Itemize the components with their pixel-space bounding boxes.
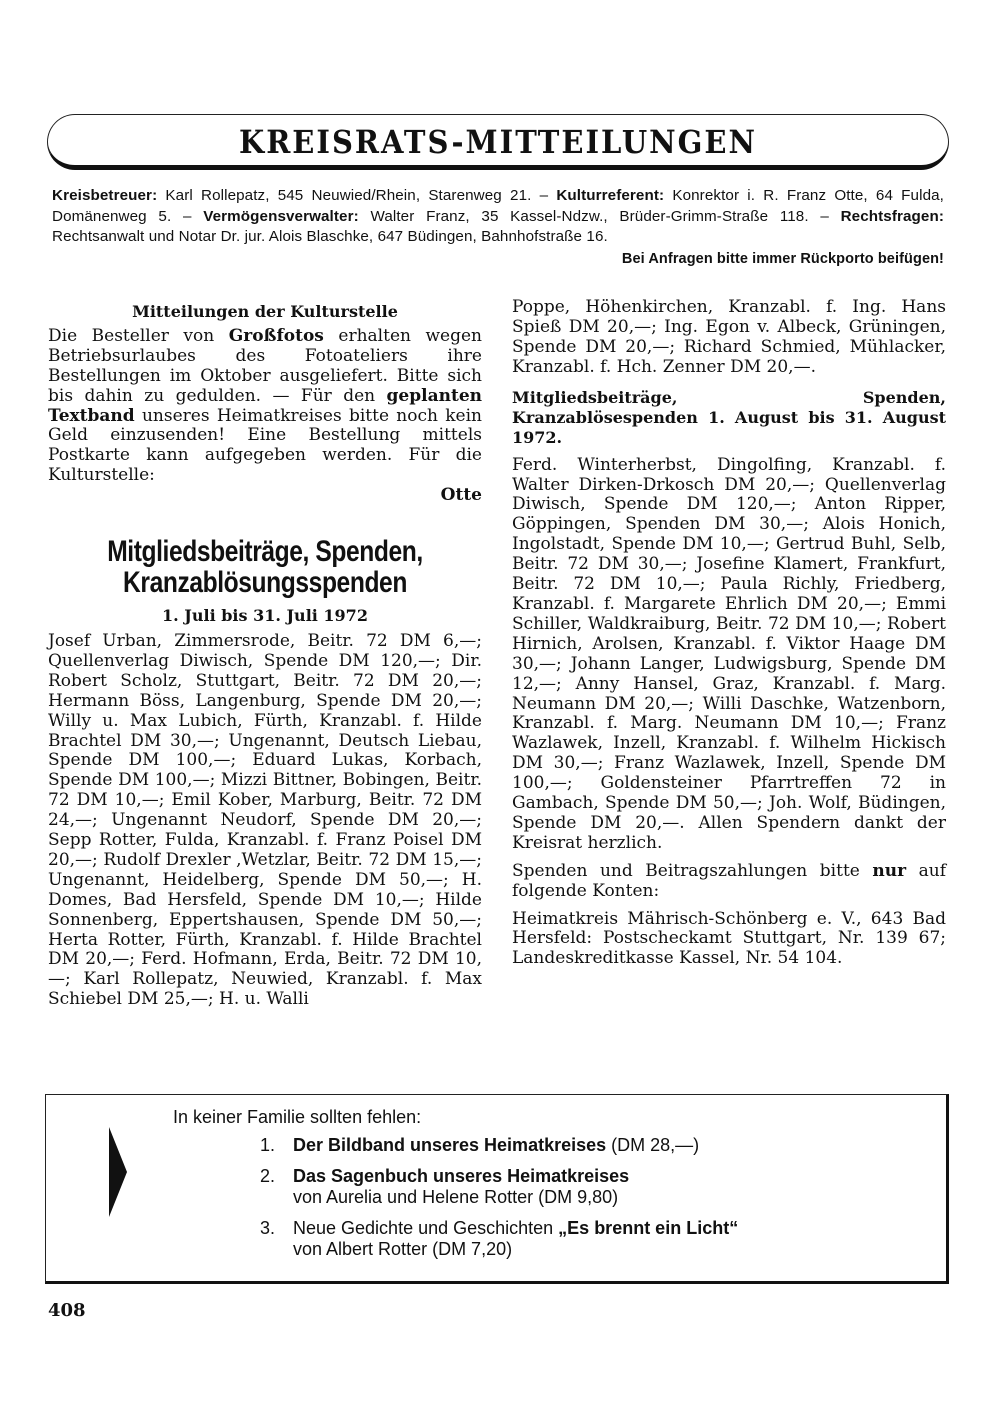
book-item	[260, 1166, 738, 1208]
item-number: 1.	[260, 1135, 276, 1155]
donations-july-list: Josef Urban, Zimmersrode, Beitr. 72 DM 6,—; Quellenverlag Diwisch, Spende DM 120,—; Dir. Robert Scholz, Stuttgart, Beitr. 72 DM 20,—; Hermann Böss, Langenburg, Spende DM 20,—; Willy u. Max Lubich, Fürth, Kranzabl. f. Hilde Brachtel DM 30,—; Ungenannt, Deutsch Liebau, Spende DM 100,—; Eduard Lukas, Korbach, Spende DM 100,—; Mizzi Bittner, Bobingen, Beitr. 72 DM 10,—; Emil Kober, Marburg, Beitr. 72 DM 24,—; Ungenannt Neudorf, Spende DM 20,—; Sepp Rotter, Fulda, Kranzabl. f. Franz Poisel DM 20,—; Rudolf Drexler ,Wetzlar, Beitr. 72 DM 15,—; Ungenannt, Heidelberg, Spende DM 50,—; H. Domes, Bad Hersfeld, Spende DM 10,—; Hilde Sonnenberg, Eppertshausen, Spende DM 50,—; Herta Rotter, Fürth, Kranzabl. f. Hilde Brachtel DM 20,—; Ferd. Hofmann, Erda, Beitr. 72 DM 10,—; Karl Rollepatz, Neuwied, Kranzabl. f. Max Schiebel DM 25,—; H. u. Walli	[48, 630, 482, 1010]
donations-august-list: Ferd. Winterherbst, Dingolfing, Kranzabl. f. Walter Dirken-Drkosch DM 20,—; Quellenverlag Diwisch, Spende DM 120,—; Anton Ripper, Göppingen, Spenden DM 30,—; Alois Honich, Ingolstadt, Spende DM 10,—; Gertrud Buhl, Selb, Beitr. 72 DM 30,—; Josefine Klamert, Frankfurt, Beitr. 72 DM 10,—; Paula Richly, Friedberg, Kranzabl. f. Margarete Ehrlich DM 20,—; Emmi Schiller, Waldkraiburg, Beitr. 72 DM 10,—; Robert Hirnich, Arolsen, Kranzabl. f. Viktor Haage DM 30,—; Johann Langer, Ludwigsburg, Spende DM 12,—; Anny Hansel, Graz, Kranzabl. f. Marg. Neumann DM 20,—; Willi Daschke, Watzenborn, Kranzabl. f. Marg. Neumann DM 10,—; Franz Wazlawek, Inzell, Kranzabl. f. Wilhelm Hickisch DM 30,—; Franz Wazlawek, Inzell, Spende DM 100,—; Goldensteiner Pfarrtreffen 72 in Gambach, Spende DM 50,—; Joh. Wolf, Büdingen, Spende DM 20,—. Allen Spendern dankt der Kreisrat herzlich.	[512, 454, 946, 853]
item-number: 3.	[260, 1218, 276, 1238]
item-number: 2.	[260, 1166, 276, 1186]
arrow-right-icon	[109, 1127, 127, 1217]
page-number: 408	[48, 1300, 86, 1321]
kulturreferent-text: Konrektor i. R. Franz Otte, 64 Fulda, Domänenweg 5. –	[52, 187, 944, 225]
contact-paragraph	[52, 186, 944, 248]
book-title: Der Bildband unseres Heimatkreises	[293, 1135, 607, 1155]
section-banner	[47, 114, 949, 170]
book-title: Das Sagenbuch unseres Heimatkreises	[293, 1166, 630, 1186]
right-column	[512, 298, 946, 969]
book-item	[260, 1135, 738, 1156]
text-span: Spenden und Beitragszahlungen bitte	[512, 860, 873, 881]
accounts-intro	[512, 862, 946, 902]
bold-span: geplanten Textband	[48, 385, 482, 426]
donations-heading	[87, 536, 443, 598]
kulturstelle-text	[48, 327, 482, 486]
rechtsfragen-label: Rechtsfragen:	[840, 207, 945, 225]
book-author-price: von Albert Rotter (DM 7,20)	[293, 1239, 513, 1259]
donations-july-continuation: Poppe, Höhenkirchen, Kranzabl. f. Ing. Hans Spieß DM 20,—; Ing. Egon v. Albeck, Grüningen, Spende DM 20,—; Richard Schmied, Mühlacker, Kranzabl. f. Hch. Zenner DM 20,—.	[512, 297, 946, 377]
kreisbetreuer-text: Karl Rollepatz, 545 Neuwied/Rhein, Starenweg 21. –	[157, 187, 557, 204]
postage-note: Bei Anfragen bitte immer Rückporto beifügen!	[621, 250, 944, 267]
kulturreferent-label: Kulturreferent:	[556, 187, 665, 204]
vermoegensverwalter-text: Walter Franz, 35 Kassel-Ndzw., Brüder-Grimm-Straße 118. –	[358, 207, 841, 225]
text-span: unseres Heimatkreises bitte noch kein Geld einzusenden! Eine Bestellung mittels Postkarte kann aufgegeben werden. Für die Kulturstelle:	[48, 405, 482, 486]
bank-accounts: Heimatkreis Mährisch-Schönberg e. V., 643 Bad Hersfeld: Postscheckamt Stuttgart, Nr. 139 67; Landeskreditkasse Kassel, Nr. 54 104.	[512, 908, 946, 969]
left-column	[48, 302, 482, 1010]
rechtsfragen-text: Rechtsanwalt und Notar Dr. jur. Alois Blaschke, 647 Büdingen, Bahnhofstraße 16.	[52, 228, 608, 245]
text-span: Die Besteller von	[48, 325, 229, 346]
section-title: KREISRATS-MITTEILUNGEN	[239, 123, 757, 161]
book-price: (DM 28,—)	[606, 1135, 700, 1155]
book-item	[260, 1218, 738, 1260]
kulturstelle-signature: Otte	[440, 485, 482, 506]
kulturstelle-heading: Mitteilungen der Kulturstelle	[132, 302, 398, 321]
advert-intro: In keiner Familie sollten fehlen:	[173, 1107, 422, 1127]
vermoegensverwalter-label: Vermögensverwalter:	[203, 207, 359, 225]
book-prefix: Neue Gedichte und Geschichten	[293, 1218, 559, 1238]
bold-span: Großfotos	[228, 325, 324, 346]
donations-august-heading: Mitgliedsbeiträge, Spenden, Kranzablösespenden 1. August bis 31. August 1972.	[512, 387, 946, 447]
book-list	[260, 1135, 738, 1270]
heading-line: Mitgliedsbeiträge, Spenden,	[107, 535, 423, 569]
heading-line: Kranzablösungsspenden	[123, 566, 407, 600]
text-span: erhalten wegen Betriebsurlaubes des Fotoateliers ihre Bestellungen im Oktober ausgeliefert. Bitte sich bis dahin zu gedulden. — Für den	[48, 325, 482, 406]
kreisbetreuer-label: Kreisbetreuer:	[52, 187, 158, 204]
book-advert-box	[45, 1094, 949, 1284]
text-span: auf folgende Konten:	[512, 860, 946, 901]
bold-span: nur	[872, 860, 907, 881]
book-author-price: von Aurelia und Helene Rotter (DM 9,80)	[293, 1187, 619, 1207]
book-title: „Es brennt ein Licht“	[558, 1218, 739, 1238]
donations-period: 1. Juli bis 31. Juli 1972	[162, 606, 368, 626]
contact-info	[52, 186, 944, 269]
